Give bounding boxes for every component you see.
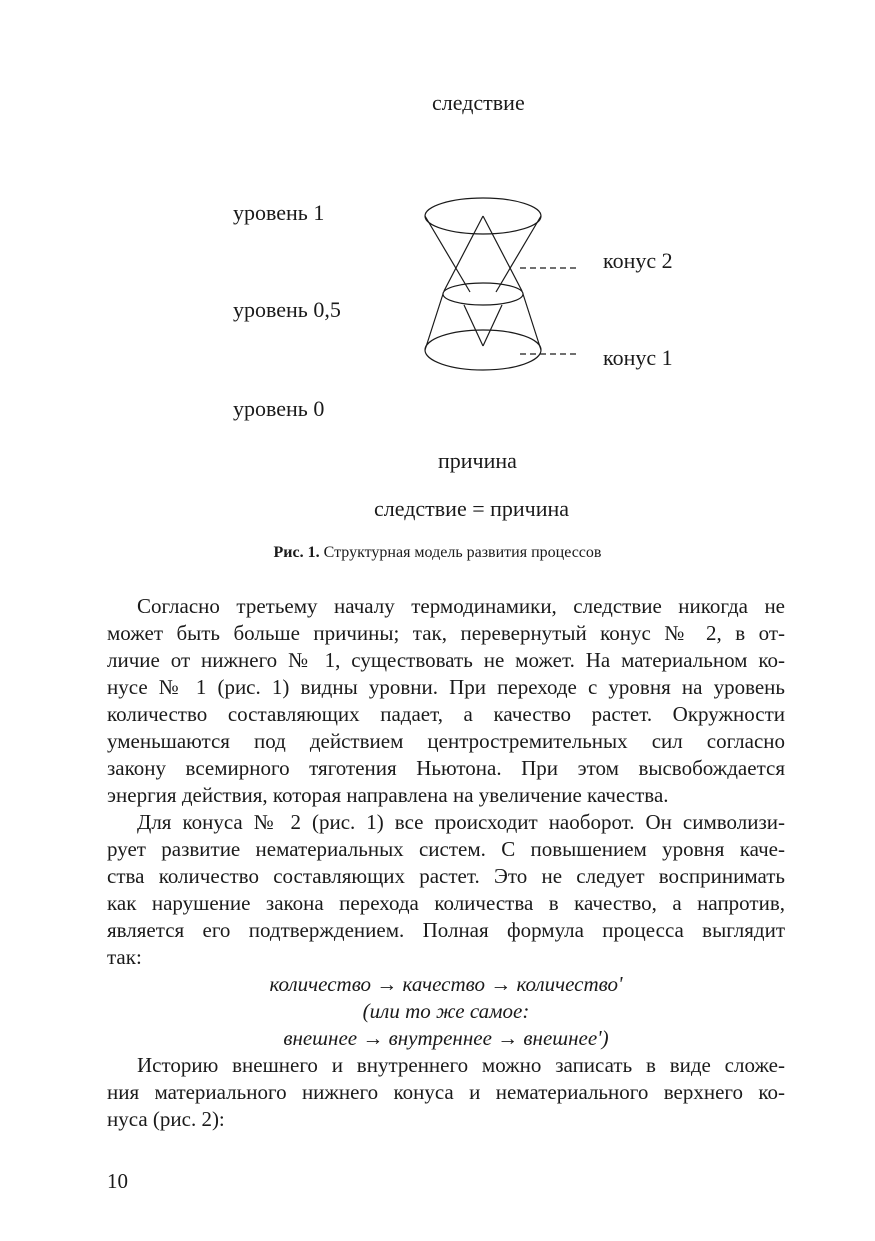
- para1-line: Согласно третьему началу термодинамики, следствие никогда не: [137, 594, 785, 618]
- paragraph-1: [107, 593, 785, 809]
- formula-line: количество → качество → количество': [269, 972, 623, 996]
- para1-line: количество составляющих падает, а качество растет. Окружности: [107, 702, 785, 726]
- para2-line: как нарушение закона перехода количества в качество, а напротив,: [107, 891, 785, 915]
- cone-1-left-edge: [425, 294, 443, 350]
- lower-inner-left: [464, 305, 483, 346]
- cone-2-label: конус 2: [603, 248, 673, 273]
- para2-line: так:: [107, 945, 142, 969]
- para1-line: личие от нижнего № 1, существовать не может. На материальном ко-: [107, 648, 785, 672]
- process-formula: [107, 971, 785, 1052]
- para1-line: закону всемирного тяготения Ньютона. При этом высвобождается: [107, 756, 785, 780]
- formula-line: внешнее → внутреннее → внешнее'): [283, 1026, 609, 1050]
- para1-line: нусе № 1 (рис. 1) видны уровни. При переходе с уровня на уровень: [107, 675, 785, 699]
- para1-line: энергия действия, которая направлена на увеличение качества.: [107, 783, 669, 807]
- para3-line: ния материального нижнего конуса и нематериального верхнего ко-: [107, 1080, 785, 1104]
- upper-inner-right: [483, 216, 522, 291]
- cone-1-base-ellipse: [425, 330, 541, 370]
- upper-inner-left: [444, 216, 483, 291]
- paragraph-2: [107, 809, 785, 971]
- effect-equals-cause: следствие = причина: [374, 496, 570, 521]
- para2-line: рует развитие нематериальных систем. С повышением уровня каче-: [107, 837, 785, 861]
- formula-line: (или то же самое:: [362, 999, 530, 1023]
- para3-line: Историю внешнего и внутреннего можно записать в виде сложе-: [137, 1053, 785, 1077]
- effect-label: следствие: [432, 90, 525, 115]
- middle-ellipse: [443, 283, 523, 305]
- para1-line: может быть больше причины; так, перевернутый конус № 2, в от-: [107, 621, 785, 645]
- cone-1-right-edge: [523, 294, 541, 350]
- cause-label: причина: [438, 448, 517, 473]
- cone-1-label: конус 1: [603, 345, 673, 370]
- figure-caption: [0, 543, 875, 563]
- level-0-label: уровень 0: [233, 396, 325, 421]
- lower-inner-right: [483, 305, 502, 346]
- para2-line: Для конуса № 2 (рис. 1) все происходит наоборот. Он символизи-: [137, 810, 785, 834]
- level-1-label: уровень 1: [233, 200, 325, 225]
- paragraph-3: [107, 1052, 785, 1133]
- para2-line: ства количество составляющих растет. Это не следует воспринимать: [107, 864, 785, 888]
- page-number: 10: [107, 1169, 128, 1193]
- para3-line: нуса (рис. 2):: [107, 1107, 225, 1131]
- para2-line: является его подтверждением. Полная формула процесса выглядит: [107, 918, 785, 942]
- caption-number: Рис. 1.: [273, 544, 320, 561]
- level-0-5-label: уровень 0,5: [233, 297, 341, 322]
- caption-text: Структурная модель развития процессов: [323, 544, 602, 561]
- para1-line: уменьшаются под действием центростремительных сил согласно: [107, 729, 785, 753]
